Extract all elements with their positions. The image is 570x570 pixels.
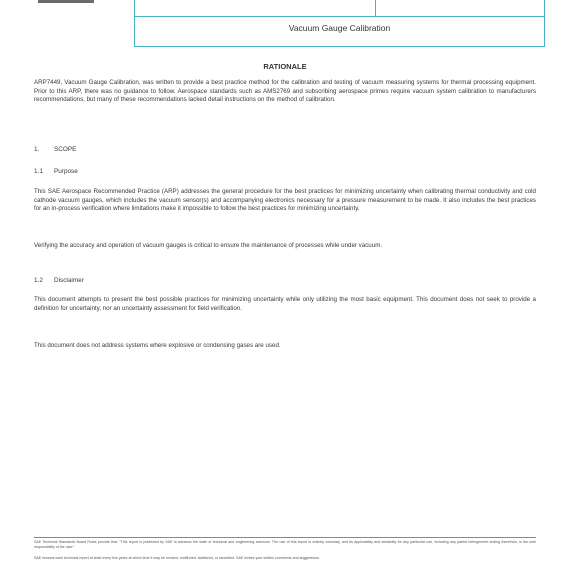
header-cell-divider <box>375 0 376 17</box>
document-title: Vacuum Gauge Calibration <box>288 23 391 33</box>
purpose-paragraph-2: Verifying the accuracy and operation of vacuum gauges is critical to ensure the maintenance of processes while under vacuum. <box>34 242 383 249</box>
section-1-number: 1. <box>34 146 40 153</box>
rationale-paragraph: ARP7449, Vacuum Gauge Calibration, was written to provide a best practice method for the calibration and testing of vacuum measuring systems for thermal processing equipment. Prior to this ARP, there was no guidance to follow. Aerospace standards such as AMS2769 and subscribing aerospace primes require vacuum system calibration to manufacturers recommendations, but many of these recommendations lacked detail instructions on the method of calibration. <box>34 79 536 104</box>
section-1-2-title: Disclaimer <box>54 277 84 284</box>
section-1-title: SCOPE <box>54 146 77 153</box>
footer-notice-1: SAE Technical Standards Board Rules provide that: "This report is published by SAE to advance the state of technical and engineering sciences. The use of this report is entirely voluntary, and its applicability and suitability for any particular use, including any patent infringement arising therefrom, is the sole responsibility of the user." <box>34 540 536 549</box>
rationale-heading: RATIONALE <box>263 62 307 71</box>
section-1-heading <box>34 146 76 153</box>
header-top-row <box>135 0 544 17</box>
disclaimer-paragraph-2: This document does not address systems where explosive or condensing gases are used. <box>34 342 281 349</box>
document-header-table <box>134 0 545 47</box>
purpose-paragraph-1: This SAE Aerospace Recommended Practice (ARP) addresses the general procedure for the best practices for minimizing uncertainty when calibrating thermal conductivity and cold cathode vacuum gauges, which includes the vacuum sensor(s) and accompanying electronics necessary for a pressure measurement to be made. It also includes the best practices for an in-process verification where limitations make it impossible to follow the best practices for minimizing uncertainty. <box>34 188 536 213</box>
disclaimer-paragraph-1: This document attempts to present the best possible practices for minimizing uncertainty while only utilizing the most basic equipment. This document does not seek to provide a definition for uncertainty, nor an uncertainty assessment for field verification. <box>34 296 536 312</box>
section-1-1-heading <box>34 168 78 175</box>
section-1-2-heading <box>34 277 84 284</box>
section-1-2-number: 1.2 <box>34 277 43 284</box>
section-1-1-number: 1.1 <box>34 168 43 175</box>
footer-notice-2: SAE reviews each technical report at least every five years at which time it may be revised, reaffirmed, stabilized, or cancelled. SAE invites your written comments and suggestions. <box>34 556 320 560</box>
section-1-1-title: Purpose <box>54 168 78 175</box>
footer-divider <box>34 537 536 538</box>
header-logo-stub <box>38 0 94 3</box>
